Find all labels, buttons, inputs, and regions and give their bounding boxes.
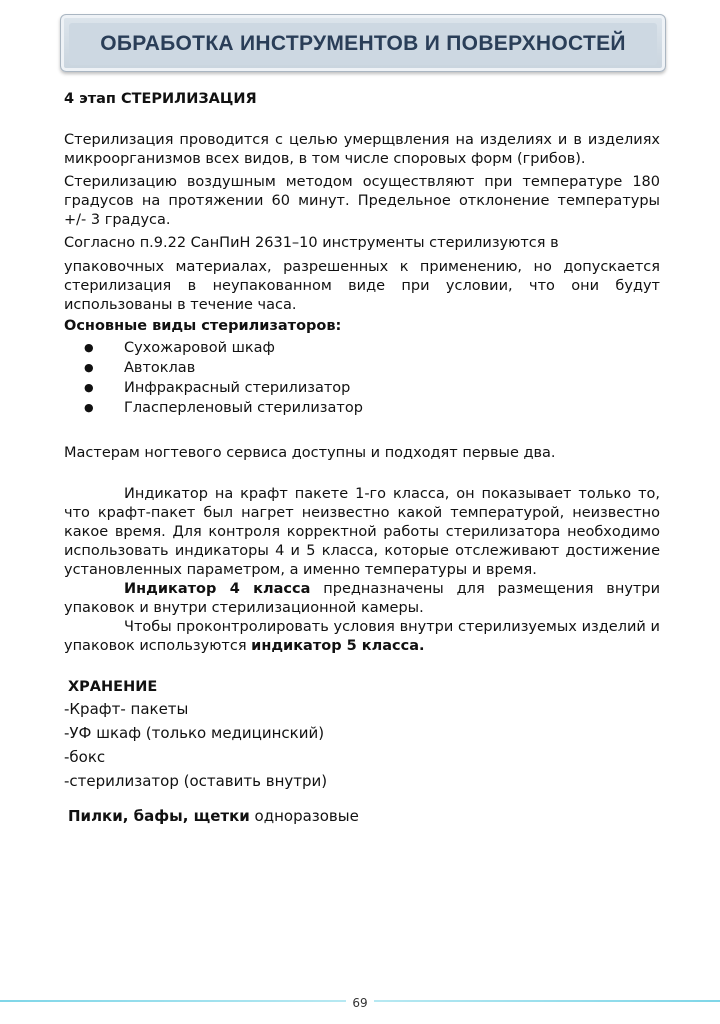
indicator-class5-label: индикатор 5 класса. bbox=[251, 638, 425, 654]
sterilizer-types-heading: Основные виды стерилизаторов: bbox=[64, 318, 342, 334]
section-heading: 4 этап СТЕРИЛИЗАЦИЯ bbox=[64, 91, 257, 107]
disposable-tools-note: Пилки, бафы, щетки одноразовые bbox=[68, 807, 359, 825]
paragraph-indicator-class1: Индикатор на крафт пакете 1-го класса, он показывает только то, что крафт-пакет был нагрет неизвестно какой температурой, неизвестно какое время. Для контроля корректной работы стерилизатора необходимо использовать индикаторы 4 и 5 класса, которые отслеживают достижение установленных параметром, а именно температуры и время. bbox=[64, 486, 660, 578]
sterilizer-types-list bbox=[64, 338, 660, 418]
paragraph-sanpin-line: Согласно п.9.22 СанПиН 2631–10 инструменты стерилизуются в bbox=[64, 235, 559, 251]
list-item: ● Гласперленовый стерилизатор bbox=[84, 400, 363, 416]
storage-item: -бокс bbox=[64, 748, 106, 766]
page-number: 69 bbox=[0, 996, 720, 1010]
paragraph-indicator-class4: Индикатор 4 класса предназначены для размещения внутри упаковок и внутри стерилизационной камеры. bbox=[64, 581, 660, 616]
paragraph-indicator-class5: Чтобы проконтролировать условия внутри стерилизуемых изделий и упаковок используются индикатор 5 класса. bbox=[64, 619, 660, 654]
document-body bbox=[64, 90, 660, 826]
bullet-icon: ● bbox=[84, 401, 94, 414]
title-banner bbox=[60, 14, 666, 72]
bullet-icon: ● bbox=[84, 341, 94, 354]
paragraph-purpose: Стерилизация проводится с целью умерщвления на изделиях и в изделиях микроорганизмов всех видов, в том числе споровых форм (грибов). bbox=[64, 132, 660, 167]
list-item: ● Автоклав bbox=[84, 360, 196, 376]
storage-item: -Крафт- пакеты bbox=[64, 700, 189, 718]
storage-item: -стерилизатор (оставить внутри) bbox=[64, 772, 328, 790]
page-title: ОБРАБОТКА ИНСТРУМЕНТОВ И ПОВЕРХНОСТЕЙ bbox=[100, 32, 626, 55]
storage-item: -УФ шкаф (только медицинский) bbox=[64, 724, 325, 742]
bullet-icon: ● bbox=[84, 361, 94, 374]
paragraph-packaging: упаковочных материалах, разрешенных к применению, но допускается стерилизация в неупакованном виде при условии, что они будут использованы в течение часа. bbox=[64, 259, 660, 313]
title-banner-inner bbox=[69, 23, 657, 65]
indicator-class4-label: Индикатор 4 класса bbox=[124, 581, 311, 597]
bullet-icon: ● bbox=[84, 381, 94, 394]
paragraph-air-method: Стерилизацию воздушным методом осуществляют при температуре 180 градусов на протяжении 60 минут. Предельное отклонение температуры +/- 3 градуса. bbox=[64, 174, 660, 228]
paragraph-masters: Мастерам ногтевого сервиса доступны и подходят первые два. bbox=[64, 445, 556, 461]
list-item: ● Сухожаровой шкаф bbox=[84, 340, 275, 356]
storage-heading: ХРАНЕНИЕ bbox=[68, 679, 158, 695]
list-item: ● Инфракрасный стерилизатор bbox=[84, 380, 351, 396]
